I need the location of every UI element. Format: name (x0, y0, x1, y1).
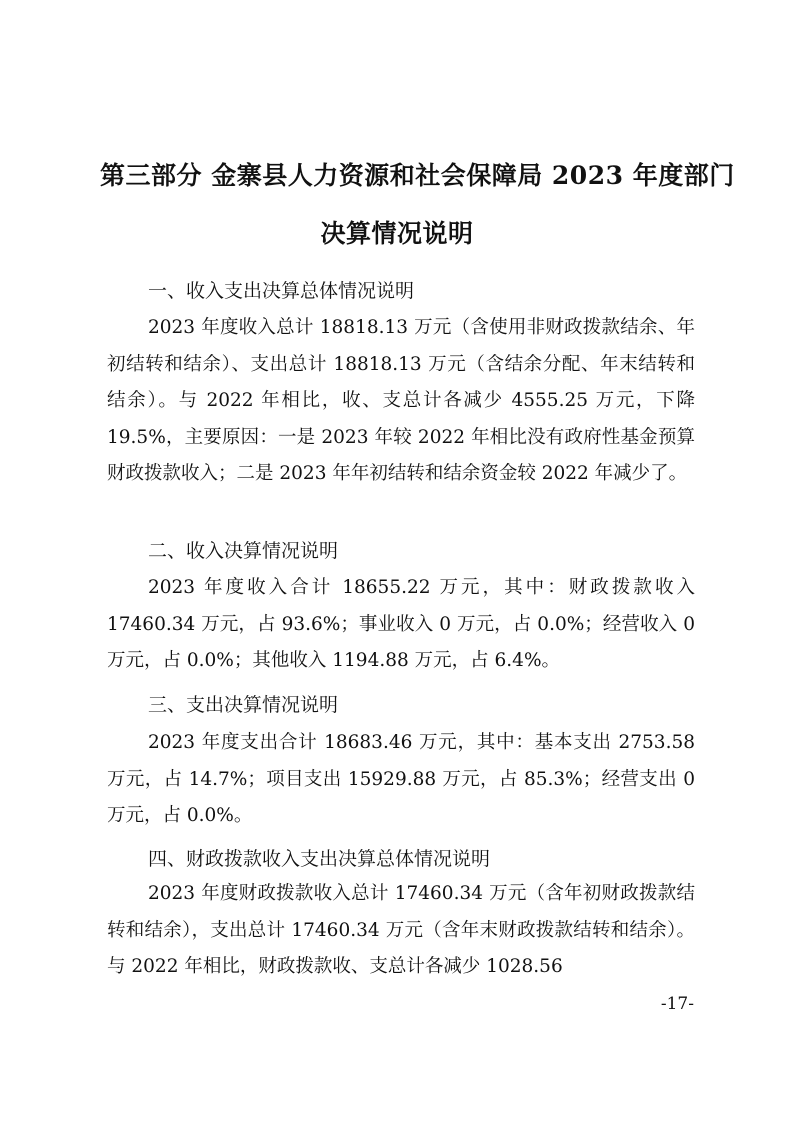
section-heading-1: 一、收入支出决算总体情况说明 (148, 280, 415, 302)
document-title-line2: 决算情况说明 (320, 219, 474, 248)
page-number: -17- (660, 994, 694, 1014)
document-title-line1: 第三部分 金寨县人力资源和社会保障局 2023 年度部门 (100, 161, 735, 190)
section-body-3: 2023 年度支出合计 18683.46 万元，其中：基本支出 2753.58 万元，占 14.7%；项目支出 15929.88 万元，占 85.3%；经营支出 0 万元，占 0.0%。 (107, 732, 695, 826)
section-body-2: 2023 年度收入合计 18655.22 万元，其中：财政拨款收入 17460.34 万元，占 93.6%；事业收入 0 万元，占 0.0%；经营收入 0 万元，占 0.0%；其他收入 1194.88 万元，占 6.4%。 (107, 577, 695, 671)
section-heading-3: 三、支出决算情况说明 (148, 694, 339, 716)
section-body-1: 2023 年度收入总计 18818.13 万元（含使用非财政拨款结余、年初结转和结余）、支出总计 18818.13 万元（含结余分配、年末结转和结余）。与 2022 年相比，收、支总计各减少 4555.25 万元，下降 19.5%，主要原因：一是 2023 年较 2022 年相比没有政府性基金预算财政拨款收入；二是 2023 年年初结转和结余资金较 2022 年减少了。 (107, 317, 695, 484)
section-heading-4: 四、财政拨款收入支出决算总体情况说明 (148, 848, 491, 870)
section-heading-2: 二、收入决算情况说明 (148, 540, 339, 562)
section-body-4: 2023 年度财政拨款收入总计 17460.34 万元（含年初财政拨款结转和结余），支出总计 17460.34 万元（含年末财政拨款结转和结余）。与 2022 年相比，财政拨款收、支总计各减少 1028.56 (107, 883, 695, 977)
